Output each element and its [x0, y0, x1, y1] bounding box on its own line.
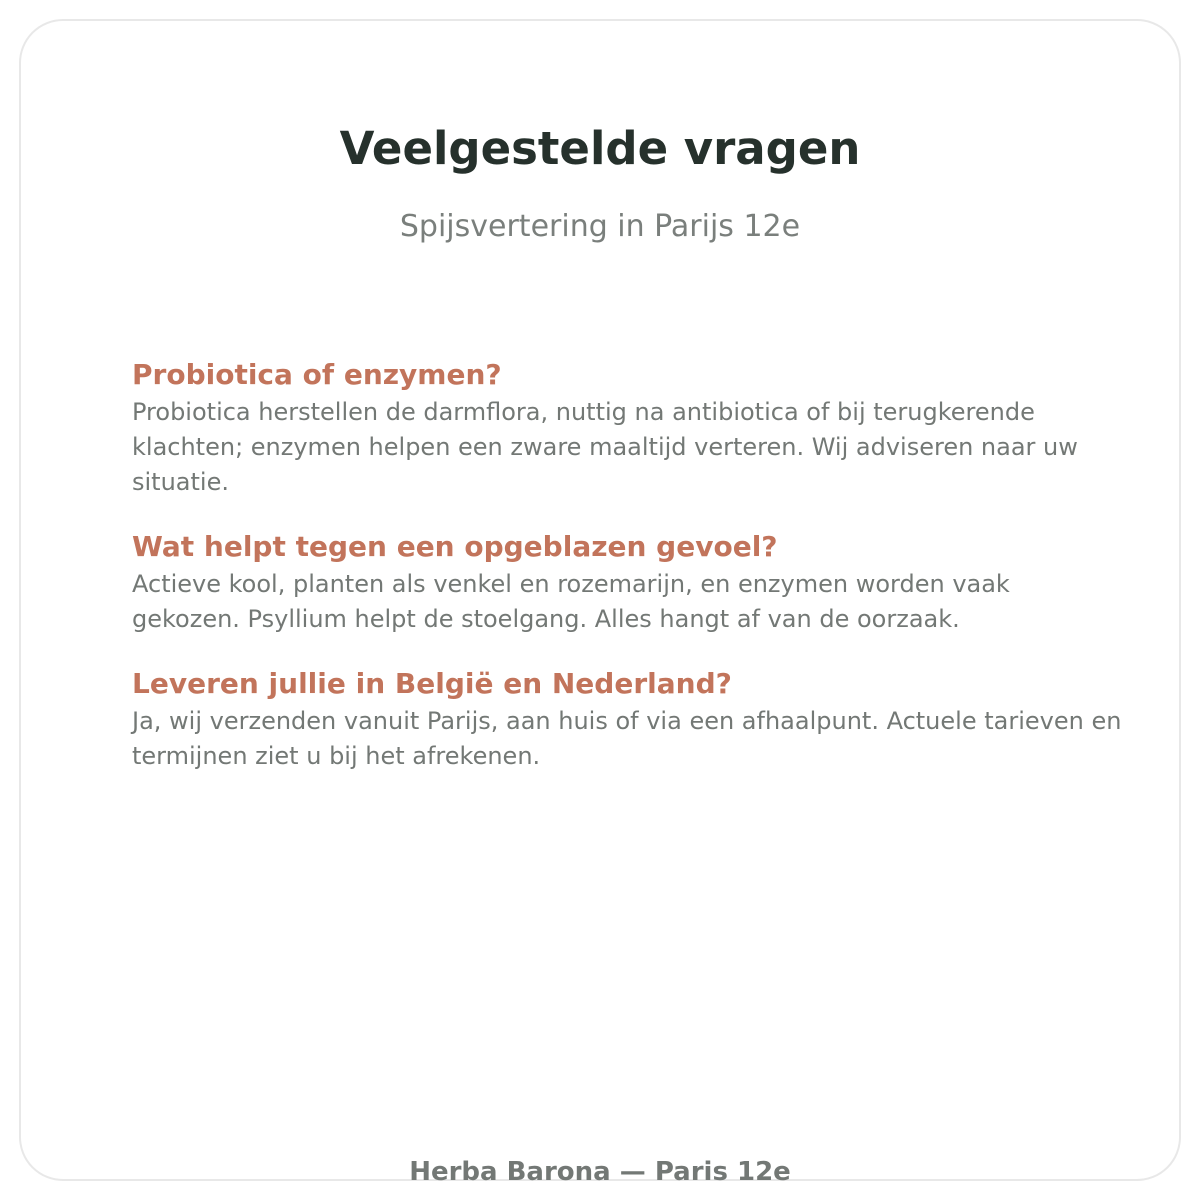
faq-list [132, 355, 1122, 801]
faq-item [132, 664, 1122, 774]
footer-brand: Herba Barona — Paris 12e [409, 1157, 791, 1187]
faq-item [132, 527, 1122, 637]
faq-item [132, 355, 1122, 500]
faq-answer: Ja, wij verzenden vanuit Parijs, aan huis of via een afhaalpunt. Actuele tarieven en termijnen ziet u bij het afrekenen. [132, 707, 1122, 770]
faq-question: Wat helpt tegen een opgeblazen gevoel? [132, 530, 778, 563]
page-title: Veelgestelde vragen [339, 122, 861, 175]
faq-answer: Probiotica herstellen de darmflora, nuttig na antibiotica of bij terugkerende klachten; enzymen helpen een zware maaltijd verteren. Wij adviseren naar uw situatie. [132, 398, 1078, 496]
faq-card [19, 19, 1181, 1187]
page-subtitle: Spijsvertering in Parijs 12e [399, 209, 801, 244]
faq-answer: Actieve kool, planten als venkel en rozemarijn, en enzymen worden vaak gekozen. Psyllium helpt de stoelgang. Alles hangt af van de oorzaak. [132, 570, 1010, 633]
faq-question: Probiotica of enzymen? [132, 358, 502, 391]
faq-question: Leveren jullie in België en Nederland? [132, 667, 732, 700]
